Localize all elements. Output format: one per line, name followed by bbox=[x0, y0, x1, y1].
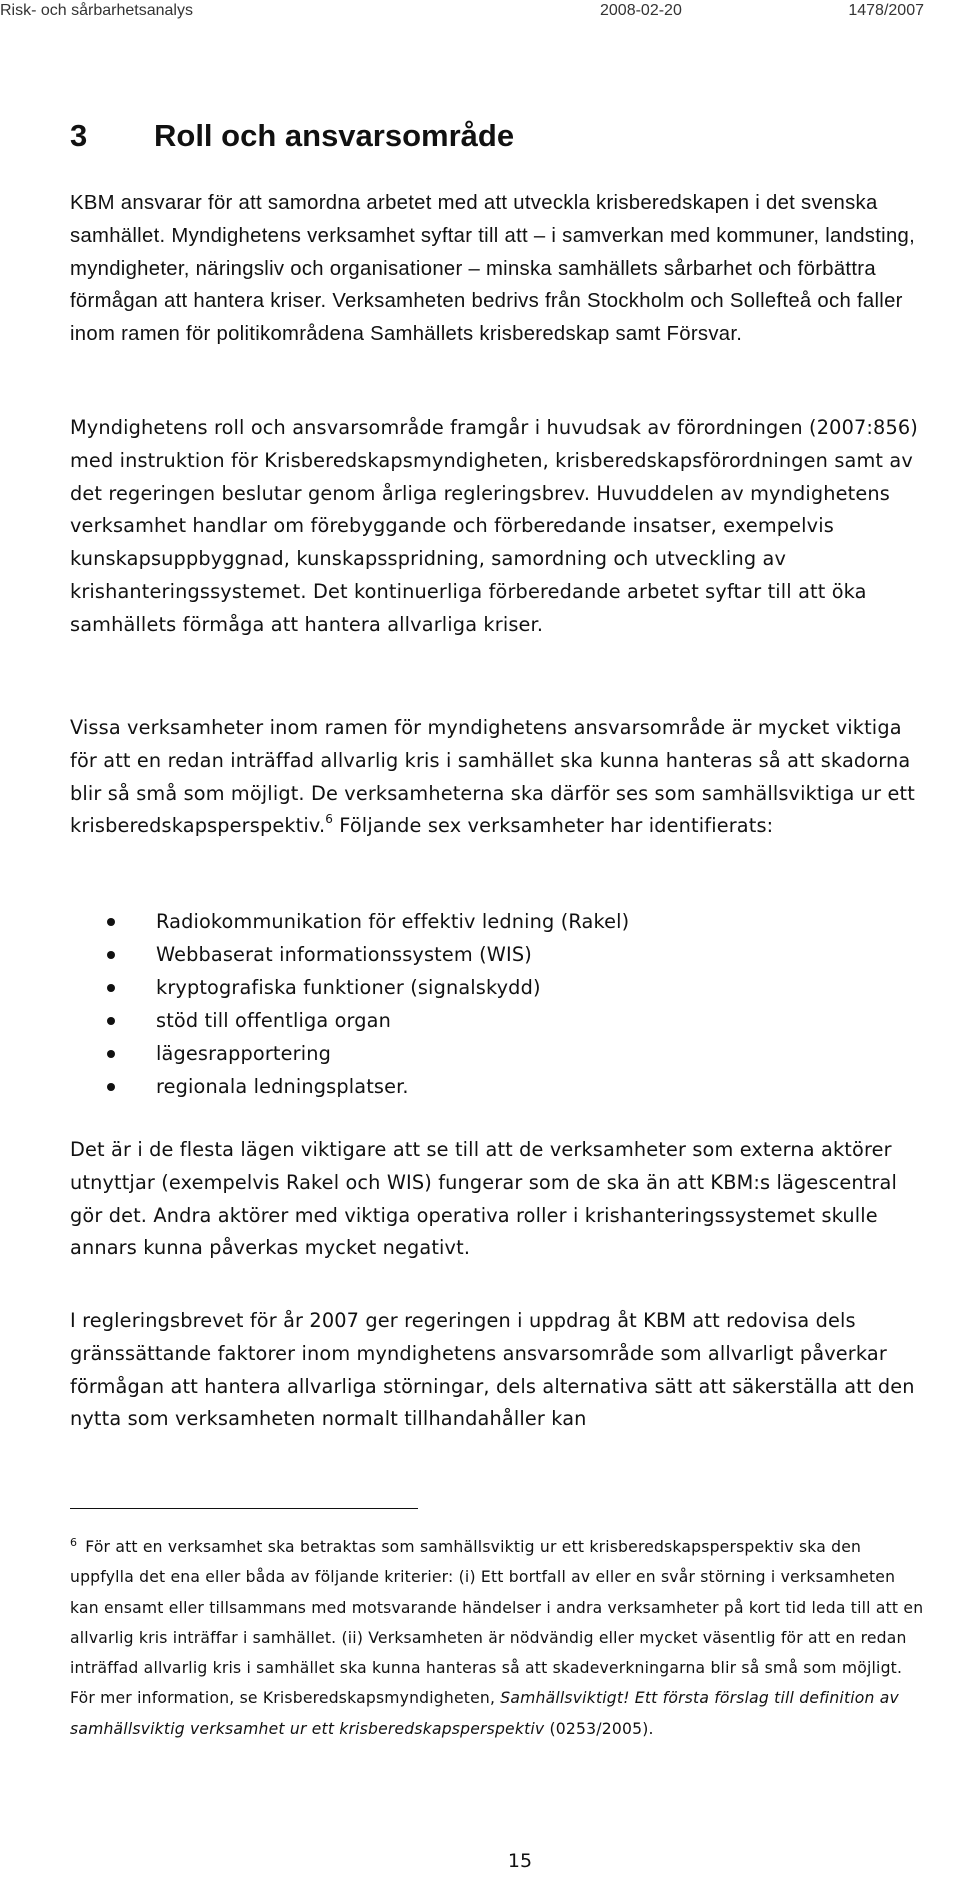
footnote-marker: 6 bbox=[70, 1536, 78, 1549]
list-item: lägesrapportering bbox=[0, 1037, 960, 1070]
paragraph-critical-activities-continuation: Följande sex verksamheter har identifierats: bbox=[333, 814, 774, 838]
list-item: kryptografiska funktioner (signalskydd) bbox=[0, 971, 960, 1004]
footnote-publication-title: Samhällsviktigt! Ett första förslag till definition av samhällsviktig verksamhet ur ett krisberedskapsperspektiv bbox=[70, 1689, 899, 1738]
page-header bbox=[0, 0, 960, 26]
section-number: 3 bbox=[70, 118, 88, 153]
header-title: Risk- och sårbarhetsanalys bbox=[0, 2, 193, 19]
section-heading bbox=[70, 118, 514, 154]
footnote-tail: (0253/2005). bbox=[544, 1719, 654, 1738]
footnote-text: För att en verksamhet ska betraktas som samhällsviktig ur ett krisberedskapsperspektiv ska den uppfylla det ena eller båda av följande kriterier: (i) Ett bortfall av eller en svår störning i verksamheten kan ensamt eller tillsammans med motsvarande händelser i andra verksamheter på kort tid leda till att en allvarlig kris inträffar i samhället. (ii) Verksamheten är nödvändig eller mycket väsentlig för att en redan inträffad allvarlig kris i samhället ska kunna hanteras så att skadeverkningarna blir så små som möjligt. För mer information, se Krisberedskapsmyndigheten, bbox=[70, 1538, 924, 1708]
footnote bbox=[70, 1532, 925, 1744]
list-item: Webbaserat informationssystem (WIS) bbox=[0, 938, 960, 971]
page-number: 15 bbox=[507, 1850, 533, 1872]
list-item: Radiokommunikation för effektiv ledning (Rakel) bbox=[0, 905, 960, 938]
footnote-divider bbox=[70, 1508, 418, 1509]
header-reference: 1478/2007 bbox=[848, 2, 924, 19]
header-date: 2008-02-20 bbox=[600, 2, 682, 19]
footnote-reference[interactable]: 6 bbox=[325, 812, 334, 827]
paragraph-critical-activities-text: Vissa verksamheter inom ramen för myndighetens ansvarsområde är mycket viktiga för att en redan inträffad allvarlig kris i samhället ska kunna hanteras så att skadorna blir så små som möjligt. De verksamheterna ska därför ses som samhällsviktiga ur ett krisberedskapsperspektiv. bbox=[70, 716, 915, 838]
section-title: Roll och ansvarsområde bbox=[154, 118, 515, 153]
critical-activities-list bbox=[0, 905, 960, 1103]
paragraph-regulation-letter: I regleringsbrevet för år 2007 ger regeringen i uppdrag åt KBM att redovisa dels gränssättande faktorer inom myndighetens ansvarsområde som allvarligt påverkar förmågan att hantera allvarliga störningar, dels alternativa sätt att säkerställa att den nytta som verksamheten normalt tillhandahåller kan bbox=[70, 1309, 915, 1431]
paragraph-instructions: Myndighetens roll och ansvarsområde framgår i huvudsak av förordningen (2007:856) med instruktion för Krisberedskapsmyndigheten, krisberedskapsförordningen samt av det regeringen beslutar genom årliga regleringsbrev. Huvuddelen av myndighetens verksamhet handlar om förebyggande och förberedande insatser, exempelvis kunskapsuppbyggnad, kunskapsspridning, samordning och utveckling av krishanteringssystemet. Det kontinuerliga förberedande arbetet syftar till att öka samhällets förmåga att hantera allvarliga kriser. bbox=[70, 416, 918, 636]
paragraph-critical-activities bbox=[70, 712, 920, 843]
paragraph-external-actors: Det är i de flesta lägen viktigare att se till att de verksamheter som externa aktörer utnyttjar (exempelvis Rakel och WIS) fungerar som de ska än att KBM:s lägescentral gör det. Andra aktörer med viktiga operativa roller i krishanteringssystemet skulle annars kunna påverkas mycket negativt. bbox=[70, 1138, 897, 1260]
list-item: stöd till offentliga organ bbox=[0, 1004, 960, 1037]
list-item: regionala ledningsplatser. bbox=[0, 1070, 960, 1103]
paragraph-role: KBM ansvarar för att samordna arbetet med att utveckla krisberedskapen i det svenska samhället. Myndighetens verksamhet syftar till att – i samverkan med kommuner, landsting, myndigheter, näringsliv och organisationer – minska samhällets sårbarhet och förbättra förmågan att hantera kriser. Verksamheten bedrivs från Stockholm och Sollefteå och faller inom ramen för politikområdena Samhällets krisberedskap samt Försvar. bbox=[70, 192, 916, 346]
